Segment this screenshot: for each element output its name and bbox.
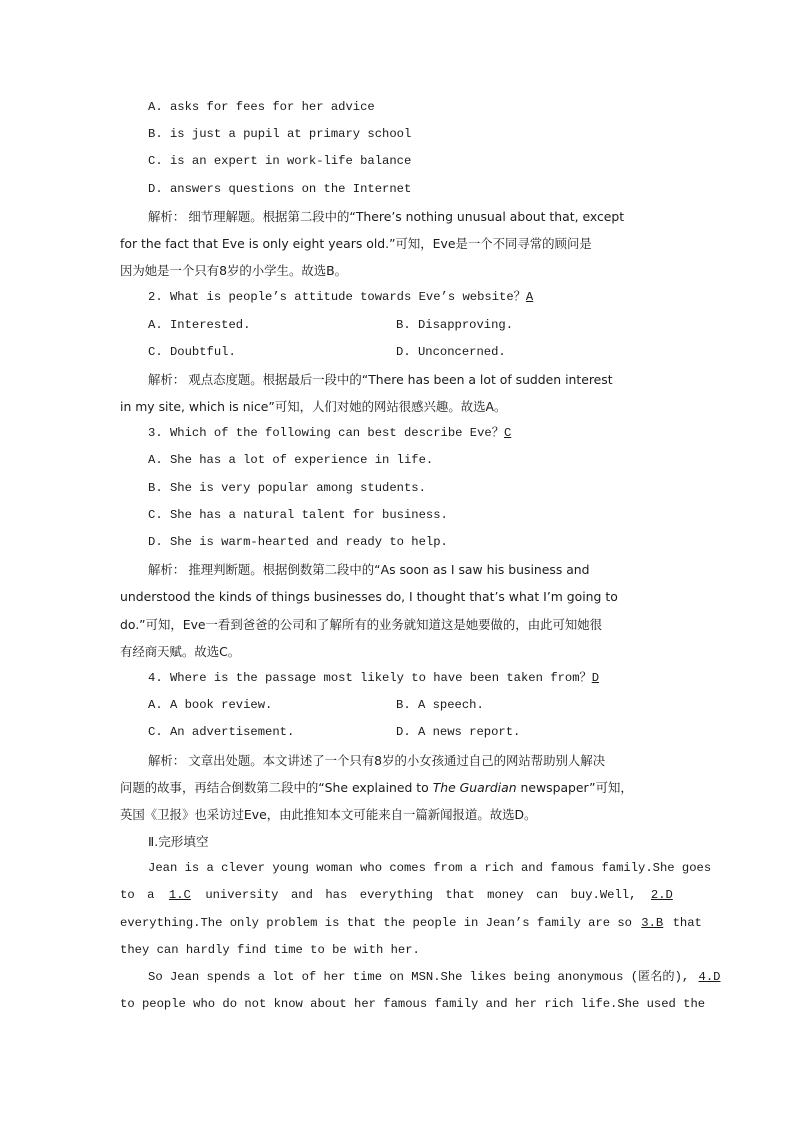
cloze-p1-line-1: Jean is a clever young woman who comes from a rich and famous family.She goes [148,861,712,876]
q3-explanation-line-4: 有经商天赋。故选C。 [120,643,241,659]
q4-option-d: D. A news report. [396,725,521,740]
document-page [120,94,721,1018]
q3-option-c: C. She has a natural talent for business. [148,507,448,522]
q4-answer: D [591,670,600,685]
explanation-label: 解析： [148,371,186,387]
q3-explanation-line-3: do.”可知，Eve一看到爸爸的公司和了解所有的业务就知道这是她要做的，由此可知她很 [120,616,603,632]
q4-options-row-2 [120,719,675,746]
q3-explanation-line-1: 解析： 推理判断题。根据倒数第二段中的“As soon as I saw his business and [148,562,590,578]
q3-explanation-line-2: understood the kinds of things businesses do, I thought that’s what I’m going to [120,589,618,605]
explanation-label: 解析： [148,562,186,578]
q2-options-row-2 [120,339,675,366]
newspaper-title: The Guardian [432,779,517,795]
cloze-p2-line-2: to people who do not know about her famous family and her rich life.She used the [120,997,706,1012]
cloze-blank-1: 1.C [168,888,191,903]
q1-explanation-line-1: 解析： 细节理解题。根据第二段中的“There’s nothing unusual about that, except [148,208,625,224]
q4-explanation-line-1: 解析： 文章出处题。本文讲述了一个只有8岁的小女孩通过自己的网站帮助别人解决 [148,752,606,768]
cloze-blank-4: 4.D [698,970,721,984]
q3-option-a: A. She has a lot of experience in life. [148,453,434,468]
q3-answer: C [503,426,512,441]
q2-option-d: D. Unconcerned. [396,344,506,359]
q1-option-d: D. answers questions on the Internet [148,181,412,196]
q1-option-b: B. is just a pupil at primary school [148,127,412,142]
q4-option-c: C. An advertisement. [148,725,295,740]
q4-stem: 4. Where is the passage most likely to have been taken from？D [120,665,675,692]
section-heading: Ⅱ.完形填空 [148,834,209,850]
cloze-blank-2: 2.D [650,888,673,903]
cloze-p1-line-4: they can hardly find time to be with her. [120,942,420,957]
explanation-label: 解析： [148,208,186,224]
q1-option-c: C. is an expert in work-life balance [148,154,412,169]
q4-options-row-1 [120,692,675,719]
q2-stem: 2. What is people’s attitude towards Eve’s website？A [120,284,675,311]
q2-explanation-line-2: in my site, which is nice”可知，人们对她的网站很感兴趣。故选A。 [120,399,507,415]
q4-explanation-line-2: 问题的故事，再结合倒数第二段中的“She explained to The Guardian newspaper”可知， [120,779,633,795]
q2-option-a: A. Interested. [148,317,251,332]
q1-explanation-line-3: 因为她是一个只有8岁的小学生。故选B。 [120,263,348,279]
q1-explanation-line-2: for the fact that Eve is only eight years old.”可知，Eve是一个不同寻常的顾问是 [120,235,592,251]
cloze-p1-line-3: everything.The only problem is that the people in Jean’s family are so 3.B that [120,910,675,937]
q3-option-b: B. She is very popular among students. [148,480,426,495]
q4-option-a: A. A book review. [148,698,273,713]
q3-stem: 3. Which of the following can best describe Eve？C [120,420,675,447]
q1-option-a: A. asks for fees for her advice [148,100,375,114]
q2-explanation-line-1: 解析： 观点态度题。根据最后一段中的“There has been a lot of sudden interest [148,371,613,387]
q4-explanation-line-3: 英国《卫报》也采访过Eve，由此推知本文可能来自一篇新闻报道。故选D。 [120,806,537,822]
cloze-blank-3: 3.B [641,915,664,930]
q2-options-row-1 [120,312,675,339]
cloze-p2-line-1: So Jean spends a lot of her time on MSN.She likes being anonymous (匿名的), 4.D [120,964,675,991]
q2-option-c: C. Doubtful. [148,344,236,359]
explanation-label: 解析： [148,752,186,768]
q2-option-b: B. Disapproving. [396,317,514,332]
q3-option-d: D. She is warm-hearted and ready to help. [148,535,448,549]
cloze-p1-line-2: to a 1.C university and has everything that money can buy.Well, 2.D [120,882,675,909]
q2-answer: A [525,290,534,305]
q4-option-b: B. A speech. [396,698,484,713]
